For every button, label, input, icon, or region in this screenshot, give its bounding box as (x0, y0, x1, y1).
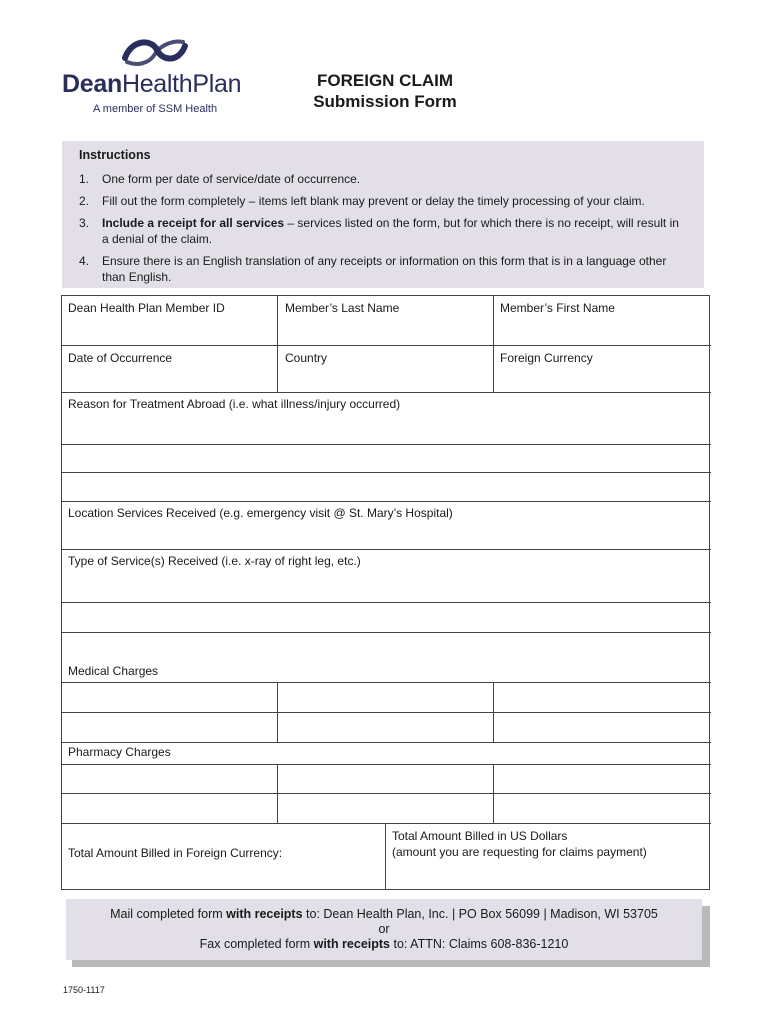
country-field[interactable] (279, 366, 492, 391)
foreign-currency-label: Foreign Currency (500, 351, 593, 365)
member-id-field[interactable] (63, 316, 276, 344)
brand-wordmark: DeanHealthPlan (62, 70, 242, 98)
instructions-heading: Instructions (79, 148, 151, 162)
page-title (290, 70, 480, 112)
instructions-panel: Instructions 1. One form per date of service/date of occurrence. 2. Fill out the form completely – items left blank may prevent or delay the timely processing of your claim. 3. Include a receipt for all services – services listed on the form, but for which there is no receipt, will result in a denial of the claim. 4. Ensure there is an English translation of any receipts or information on this form that is in a language other than English. (62, 141, 704, 288)
reason-field[interactable] (63, 414, 709, 500)
last-name-label: Member’s Last Name (285, 301, 400, 315)
service-type-field[interactable] (63, 570, 709, 681)
date-of-occurrence-field[interactable] (63, 366, 276, 391)
pharmacy-charges-field[interactable] (63, 765, 709, 822)
claim-form-grid (61, 295, 710, 890)
country-label: Country (285, 351, 328, 365)
reason-label: Reason for Treatment Abroad (i.e. what illness/injury occurred) (68, 397, 401, 411)
total-usd-field[interactable] (387, 861, 709, 889)
brand-tagline: A member of SSM Health (93, 103, 218, 115)
member-id-label: Dean Health Plan Member ID (68, 301, 225, 315)
title-line-2: Submission Form (313, 92, 457, 111)
form-code: 1750-1117 (63, 985, 105, 995)
location-field[interactable] (63, 522, 709, 548)
first-name-field[interactable] (495, 316, 709, 344)
medical-charges-field[interactable] (63, 683, 709, 741)
mail-line: Mail completed form with receipts to: Dean Health Plan, Inc. | PO Box 56099 | Madison, WI 53705 (110, 907, 658, 921)
total-foreign-label: Total Amount Billed in Foreign Currency: (68, 846, 283, 860)
total-foreign-field[interactable] (63, 824, 384, 889)
medical-charges-label: Medical Charges (68, 664, 159, 678)
total-usd-sublabel: (amount you are requesting for claims payment) (392, 845, 647, 859)
title-line-1: FOREIGN CLAIM (317, 71, 453, 90)
service-type-label: Type of Service(s) Received (i.e. x-ray of right leg, etc.) (68, 554, 361, 568)
first-name-label: Member’s First Name (500, 301, 615, 315)
total-usd-label: Total Amount Billed in US Dollars (392, 829, 568, 843)
pharmacy-charges-label: Pharmacy Charges (68, 745, 171, 759)
last-name-field[interactable] (279, 316, 492, 344)
date-of-occurrence-label: Date of Occurrence (68, 351, 173, 365)
mail-instructions (66, 899, 702, 960)
foreign-currency-field[interactable] (495, 366, 709, 391)
instruction-item-text: Include a receipt for all services – services listed on the form, but for which there is no receipt, will result in a denial of the claim. (102, 216, 679, 246)
dean-logo-icon (121, 36, 189, 68)
location-label: Location Services Received (e.g. emergency visit @ St. Mary’s Hospital) (68, 506, 453, 520)
mail-or: or (378, 922, 390, 936)
fax-line: Fax completed form with receipts to: ATTN: Claims 608-836-1210 (199, 937, 569, 951)
